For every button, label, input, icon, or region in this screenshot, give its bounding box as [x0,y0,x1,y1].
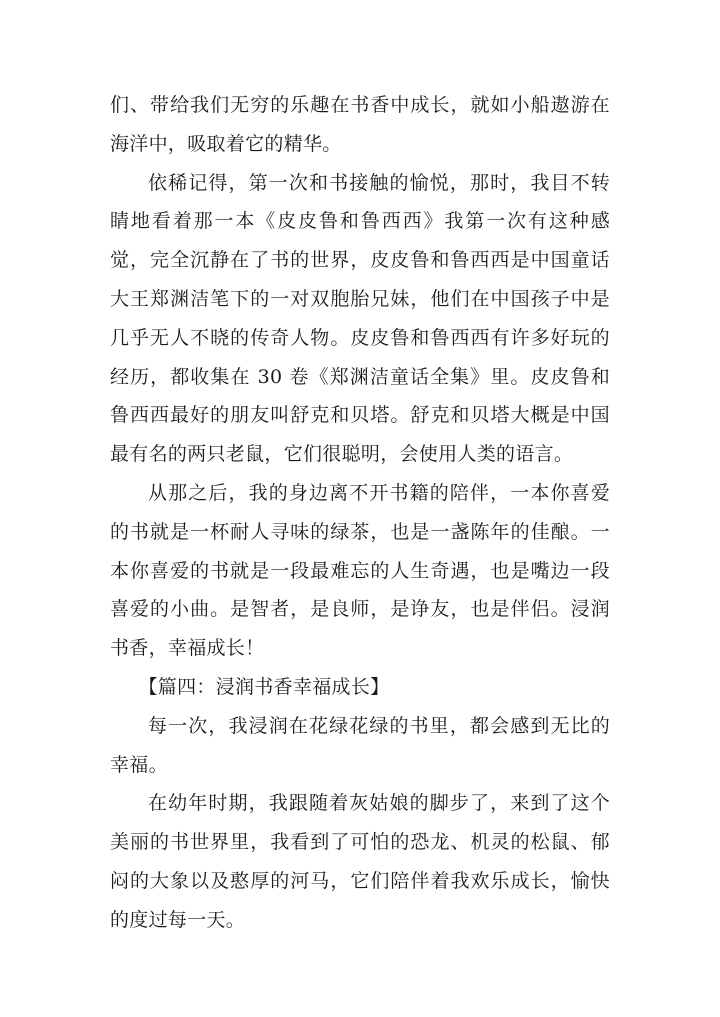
paragraph-childhood: 在幼年时期，我跟随着灰姑娘的脚步了，来到了这个美丽的书世界里，我看到了可怕的恐龙、机灵的松鼠、郁闷的大象以及憨厚的河马，它们陪伴着我欢乐成长，愉快的度过每一天。 [110,792,610,931]
paragraph-happiness: 每一次，我浸润在花绿花绿的书里，都会感到无比的幸福。 [110,714,610,776]
paragraph-companionship: 从那之后，我的身边离不开书籍的陪伴，一本你喜爱的书就是一杯耐人寻味的绿茶，也是一盏陈年的佳酿。一本你喜爱的书就是一段最难忘的人生奇遇，也是嘴边一段喜爱的小曲。是智者，是良师，是诤友，也是伴侣。浸润书香，幸福成长！ [110,481,610,660]
document-body [110,86,610,940]
paragraph-first-encounter: 依稀记得，第一次和书接触的愉悦，那时，我目不转睛地看着那一本《皮皮鲁和鲁西西》我第一次有这种感觉，完全沉静在了书的世界，皮皮鲁和鲁西西是中国童话大王郑渊洁笔下的一对双胞胎兄妹，他们在中国孩子中是几乎无人不晓的传奇人物。皮皮鲁和鲁西西有许多好玩的经历，都收集在 30 卷《郑渊洁童话全集》里。皮皮鲁和鲁西西最好的朋友叫舒克和贝塔。舒克和贝塔大概是中国最有名的两只老鼠，它们很聪明，会使用人类的语言。 [110,171,610,466]
section-heading: 【篇四：浸润书香幸福成长】 [138,675,390,698]
paragraph-continued: 们、带给我们无穷的乐趣在书香中成长，就如小船遨游在海洋中，吸取着它的精华。 [110,94,610,155]
